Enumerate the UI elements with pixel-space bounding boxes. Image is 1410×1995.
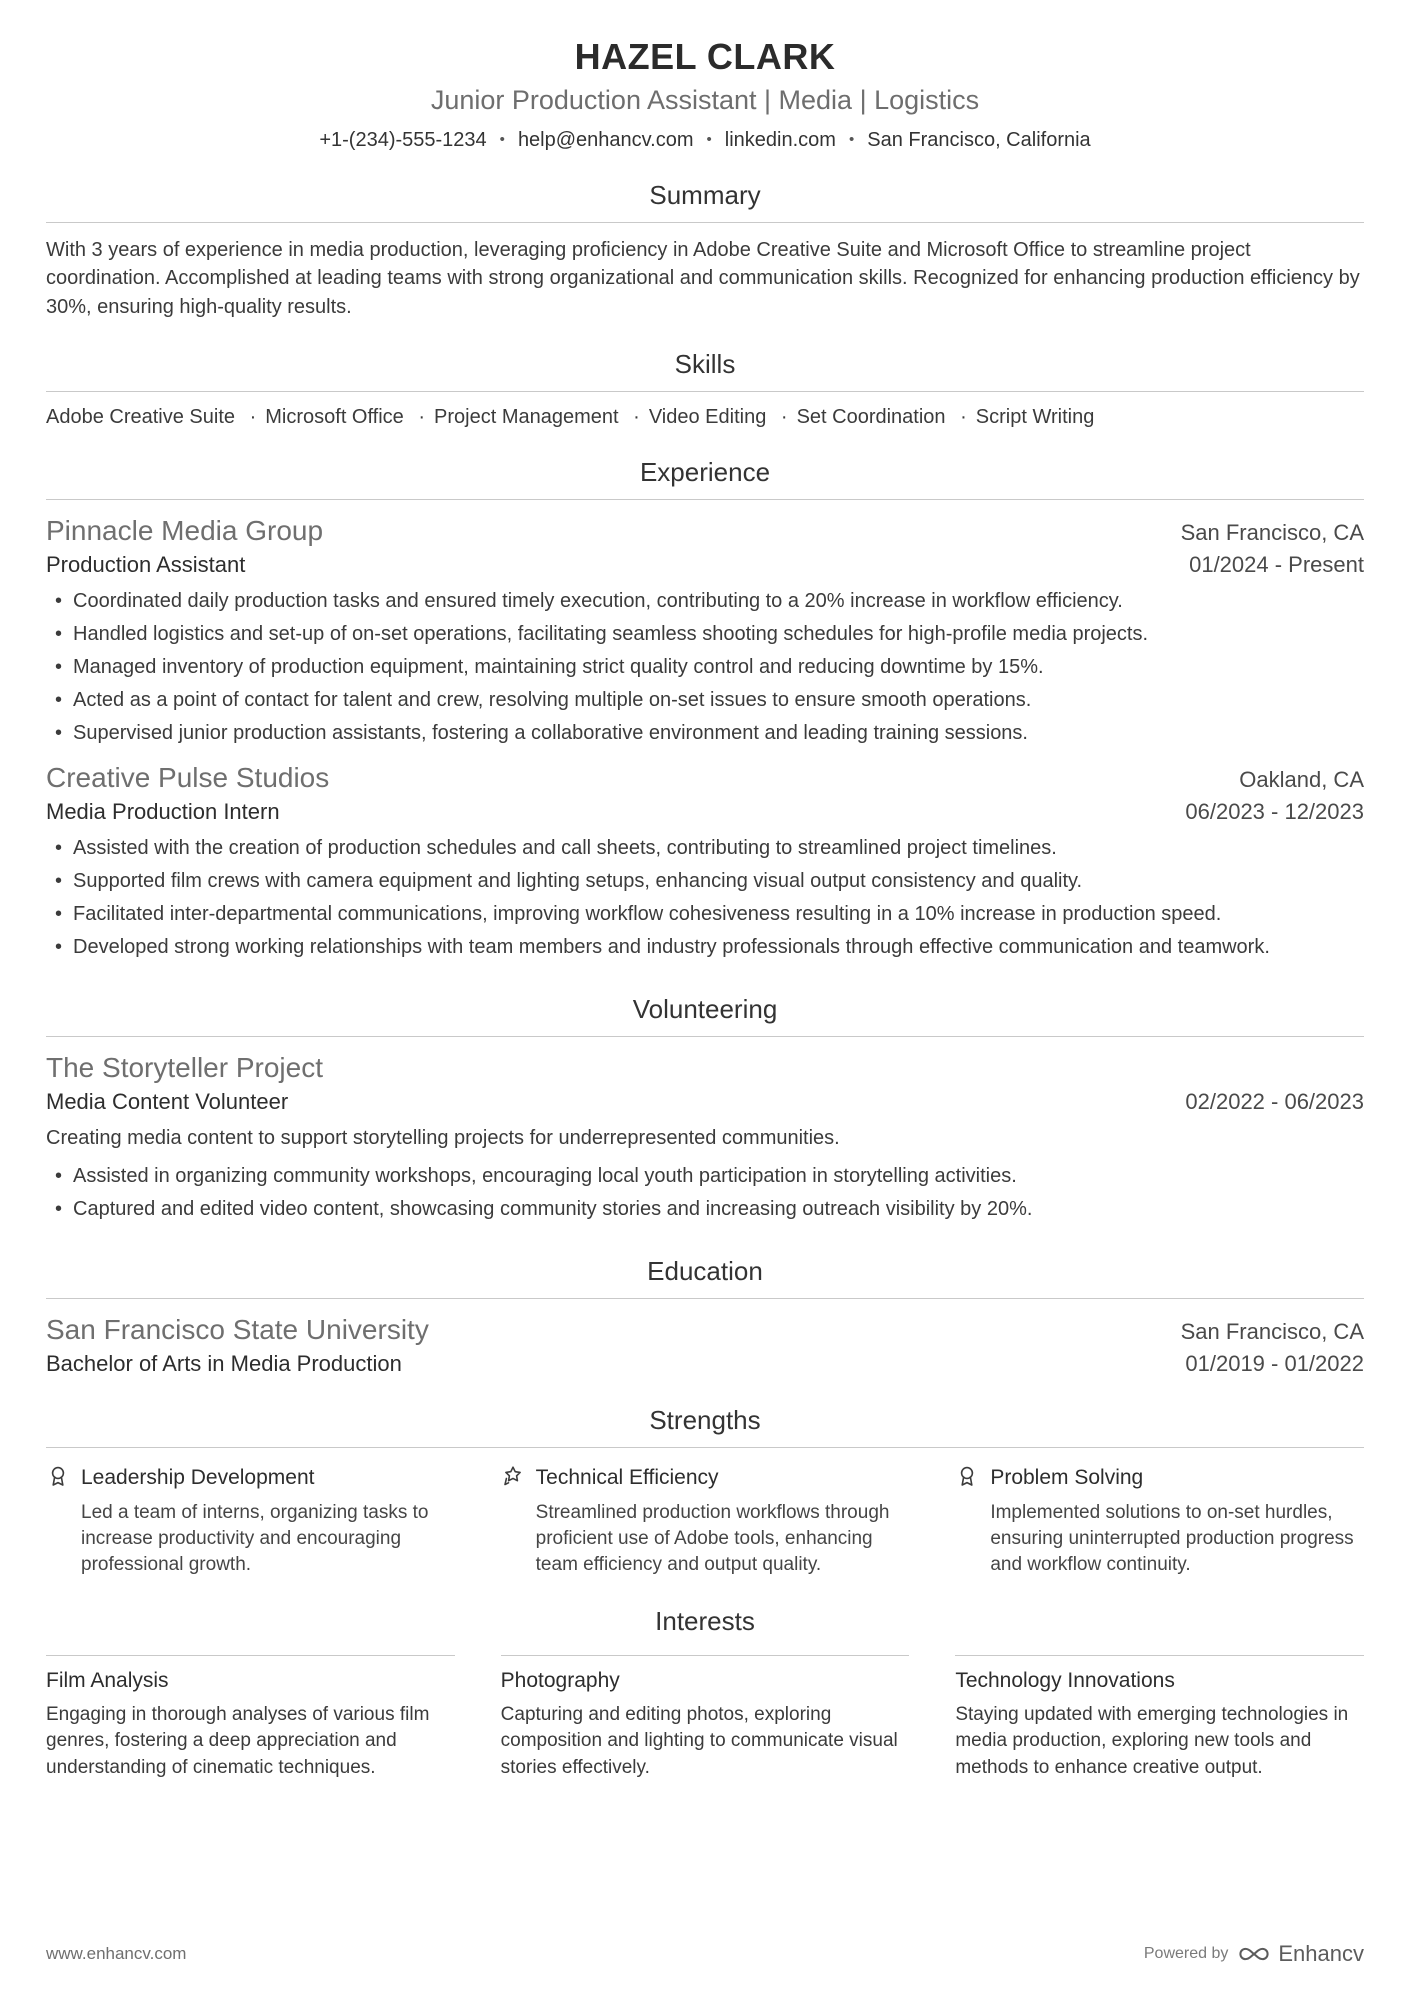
section-strengths [46, 1377, 1364, 1578]
bullet-item: • Managed inventory of production equipment, maintaining strict quality control and reducing downtime by 15%. [46, 653, 1364, 681]
contact-email[interactable]: • help@enhancv.com [487, 129, 694, 152]
degree-name: Bachelor of Arts in Media Production [46, 1350, 402, 1376]
company-name: Pinnacle Media Group [46, 515, 324, 547]
section-skills [46, 321, 1364, 429]
company-name: Creative Pulse Studios [46, 762, 330, 794]
strength-title: Problem Solving [990, 1466, 1144, 1490]
strength-text: Led a team of interns, organizing tasks to increase productivity and encouraging professional growth. [81, 1501, 429, 1575]
skills-line [46, 406, 1364, 429]
bullet-item: • Coordinated daily production tasks and ensured timely execution, contributing to a 20% increase in workflow efficiency. [46, 587, 1364, 615]
bullet-item: • Supported film crews with camera equipment and lighting setups, enhancing visual output consistency and quality. [46, 867, 1364, 895]
bullet-item: • Assisted with the creation of production schedules and call sheets, contributing to streamlined project timelines. [46, 834, 1364, 862]
contact-location: • San Francisco, California [836, 129, 1091, 152]
job-dates: 01/2024 - Present [1189, 552, 1364, 578]
skill-item: · Microsoft Office [241, 406, 404, 428]
strength-text: Implemented solutions to on-set hurdles, ensuring uninterrupted production progress and workflow continuity. [990, 1501, 1354, 1575]
experience-entry [46, 762, 1364, 961]
enhancv-logo[interactable] [1237, 1941, 1364, 1967]
interest-item [46, 1655, 455, 1782]
bullet-item: • Facilitated inter-departmental communications, improving workflow cohesiveness resulting in a 10% increase in production speed. [46, 900, 1364, 928]
resume-header [46, 36, 1364, 152]
strength-item [501, 1464, 910, 1578]
interest-title: Photography [500, 1668, 620, 1692]
company-location: San Francisco, CA [1180, 520, 1364, 546]
volunteer-title: Media Content Volunteer [46, 1089, 289, 1115]
strengths-heading: Strengths [46, 1405, 1364, 1448]
contact-linkedin[interactable]: • linkedin.com [694, 129, 836, 152]
summary-heading: Summary [46, 180, 1364, 223]
bullet-item: • Supervised junior production assistants, fostering a collaborative environment and leading training sessions. [46, 719, 1364, 747]
interest-text: Capturing and editing photos, exploring composition and lighting to communicate visual stories effectively. [500, 1703, 898, 1778]
job-dates: 06/2023 - 12/2023 [1185, 799, 1364, 825]
person-name: HAZEL CLARK [574, 36, 836, 77]
strength-item [46, 1464, 455, 1578]
skill-item: · Project Management [409, 406, 618, 428]
section-education [46, 1228, 1364, 1377]
powered-by-block [1144, 1941, 1364, 1967]
job-title: Production Assistant [46, 552, 246, 578]
interests-heading: Interests [655, 1605, 755, 1636]
volunteering-entry [46, 1052, 1364, 1222]
bullet-item: • Acted as a point of contact for talent and crew, resolving multiple on-set issues to ensure smooth operations. [46, 686, 1364, 714]
education-dates: 01/2019 - 01/2022 [1185, 1350, 1364, 1376]
summary-text: With 3 years of experience in media production, leveraging proficiency in Adobe Creative Suite and Microsoft Office to streamline project coordination. Accomplished at leading teams with strong organizational and communication skills. Recognized for enhancing production efficiency by 30%, ensuring high-quality results. [46, 239, 1360, 318]
section-experience [46, 429, 1364, 966]
person-role: Junior Production Assistant | Media | Logistics [430, 85, 980, 115]
job-bullets [46, 587, 1364, 747]
education-heading: Education [46, 1256, 1364, 1299]
enhancv-site-link[interactable]: www.enhancv.com [46, 1944, 187, 1963]
page-footer [46, 1905, 1364, 1967]
strength-item [955, 1464, 1364, 1578]
section-volunteering [46, 966, 1364, 1227]
volunteer-bullets [46, 1162, 1364, 1223]
interest-item [955, 1655, 1364, 1782]
experience-heading: Experience [46, 457, 1364, 500]
interest-text: Engaging in thorough analyses of various film genres, fostering a deep appreciation and understanding of cinematic techniques. [46, 1703, 430, 1778]
skill-item: Adobe Creative Suite [46, 406, 236, 429]
organization-name: The Storyteller Project [46, 1052, 323, 1084]
company-location: Oakland, CA [1239, 767, 1364, 793]
contact-line [46, 129, 1364, 152]
interest-item [501, 1655, 910, 1782]
medal-icon [46, 1464, 70, 1493]
bullet-item: • Developed strong working relationships with team members and industry professionals through effective communication and teamwork. [46, 933, 1364, 961]
bullet-item: • Assisted in organizing community workshops, encouraging local youth participation in storytelling activities. [46, 1162, 1364, 1190]
skills-heading: Skills [46, 349, 1364, 392]
skill-item: · Video Editing [624, 406, 766, 428]
volunteer-description: Creating media content to support storytelling projects for underrepresented communities. [46, 1127, 840, 1150]
job-bullets [46, 834, 1364, 961]
contact-phone: +1-(234)-555-1234 [319, 129, 487, 151]
volunteer-dates: 02/2022 - 06/2023 [1185, 1089, 1364, 1115]
bullet-item: • Captured and edited video content, showcasing community stories and increasing outreach visibility by 20%. [46, 1195, 1364, 1223]
star-ribbon-icon [501, 1464, 525, 1493]
volunteering-heading: Volunteering [46, 994, 1364, 1037]
school-location: San Francisco, CA [1180, 1318, 1364, 1344]
interest-title: Technology Innovations [955, 1668, 1175, 1692]
skill-item: · Script Writing [951, 406, 1094, 428]
skill-item: · Set Coordination [772, 406, 946, 428]
medal-icon [955, 1464, 979, 1493]
education-entry [46, 1314, 1364, 1377]
interest-text: Staying updated with emerging technologies in media production, exploring new tools and methods to enhance creative output. [955, 1703, 1349, 1778]
job-title: Media Production Intern [46, 799, 280, 825]
strength-title: Technical Efficiency [535, 1466, 719, 1490]
section-summary [46, 152, 1364, 321]
experience-entry [46, 515, 1364, 747]
bullet-item: • Handled logistics and set-up of on-set operations, facilitating seamless shooting schedules for high-profile media projects. [46, 620, 1364, 648]
interest-title: Film Analysis [46, 1668, 169, 1692]
strength-title: Leadership Development [81, 1466, 315, 1490]
powered-by-label: Powered by [1143, 1945, 1229, 1962]
infinity-logo-icon [1237, 1945, 1271, 1963]
school-name: San Francisco State University [46, 1313, 429, 1345]
enhancv-brand-text: Enhancv [1278, 1941, 1364, 1966]
strength-text: Streamlined production workflows through proficient use of Adobe tools, enhancing team efficiency and output quality. [535, 1501, 890, 1575]
section-interests [46, 1578, 1364, 1782]
